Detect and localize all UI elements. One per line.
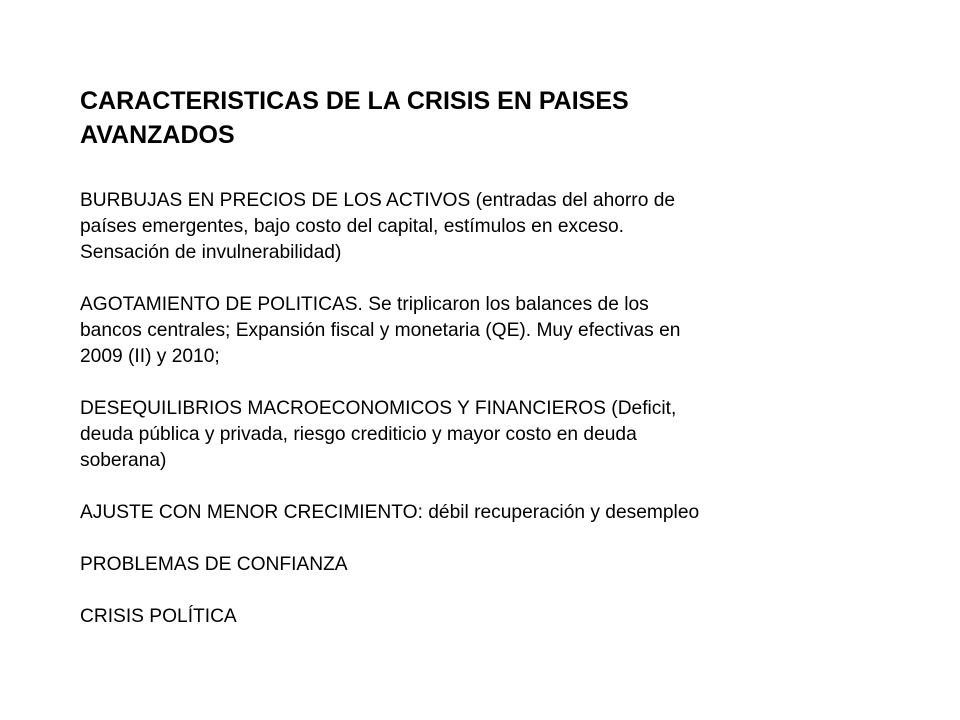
paragraph-line: AGOTAMIENTO DE POLITICAS. Se triplicaron los balances de los (80, 294, 649, 315)
slide-title-line-1: CARACTERISTICAS DE LA CRISIS EN PAISES (80, 87, 629, 115)
paragraph-line: Sensación de invulnerabilidad) (80, 242, 342, 263)
paragraph-line: bancos centrales; Expansión fiscal y monetaria (QE). Muy efectivas en (80, 320, 681, 341)
paragraph-line: 2009 (II) y 2010; (80, 346, 220, 367)
paragraph-line: CRISIS POLÍTICA (80, 606, 237, 627)
title-spacer (80, 152, 900, 188)
paragraph-confidence (80, 552, 900, 578)
paragraph-line: soberana) (80, 450, 167, 471)
paragraph-low-growth (80, 500, 900, 526)
paragraph-line: BURBUJAS EN PRECIOS DE LOS ACTIVOS (entradas del ahorro de (80, 190, 676, 211)
paragraph-line: PROBLEMAS DE CONFIANZA (80, 554, 348, 575)
paragraph-spacer (80, 266, 900, 292)
slide-title (80, 84, 900, 152)
paragraph-political-crisis (80, 604, 900, 630)
paragraph-imbalances (80, 396, 900, 474)
paragraph-line: países emergentes, bajo costo del capital, estímulos en exceso. (80, 216, 624, 237)
paragraph-spacer (80, 474, 900, 500)
paragraph-line: AJUSTE CON MENOR CRECIMIENTO: débil recuperación y desempleo (80, 502, 700, 523)
paragraph-policy-exhaustion (80, 292, 900, 370)
slide-title-line-2: AVANZADOS (80, 121, 235, 149)
paragraph-line: deuda pública y privada, riesgo crediticio y mayor costo en deuda (80, 424, 637, 445)
paragraph-line: DESEQUILIBRIOS MACROECONOMICOS Y FINANCIEROS (Deficit, (80, 398, 677, 419)
paragraph-asset-bubbles (80, 188, 900, 266)
paragraph-spacer (80, 578, 900, 604)
paragraph-spacer (80, 526, 900, 552)
slide-content (80, 84, 900, 630)
paragraph-spacer (80, 370, 900, 396)
